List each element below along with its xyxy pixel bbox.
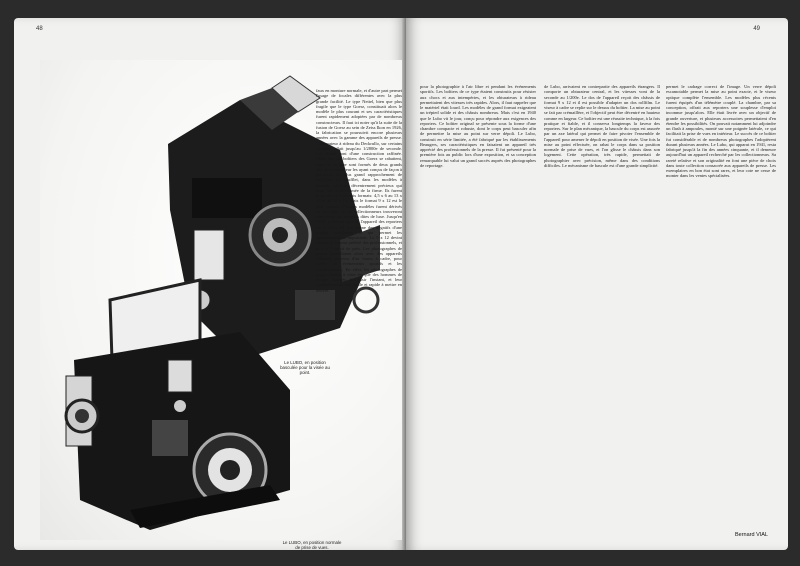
caption-normal-position: Le LUBO, en position normale de prise de vues. (282, 540, 342, 550)
left-page-number: 48 (36, 26, 43, 32)
right-page-number: 49 (753, 26, 760, 32)
caption-tilted-position: Le LUBO, en position basculée pour la visée au point. (280, 360, 330, 375)
left-page (14, 18, 406, 550)
left-page-body-text: faux en monture normale, et d'autre part permet l'usage de focales différentes avec la plus grande facilité. Le type Nettel, bien que plus fragile que le type Goerz, constituait alors le modèle le plus courant et ses caractéristiques furent rapidement adoptées par de nombreux constructeurs. Il faut ici noter qu'à la suite de la fusion de Goerz au sein de Zeiss Ikon en 1926, la fabrication se poursuivit encore plusieurs années avec la gamme des appareils de presse. L'obturateur à rideau du Deckrullo, sur certains modèles, allait jusqu'au 1/2800e de seconde. Les Nettel sont d'une construction raffinée. Alors que les boîtiers des Goerz se rabattent, ceux de ce type sont formés de deux grands plis, le constructeur les ayant conçus de façon à permettre un plus grand rapprochement de l'objectif. Le soufflet, dans les modèles à bascule, offre un décentrement précieux qui avait fait la renommée de la firme. Ils furent proposés en différents formats: 4,5 x 6 au 13 x 18 et au 10 x 15, mais le format 9 x 12 est le plus courant. D'autres modèles furent dérivés de ces types, et les collectionneurs trouveront sans peine des versions dites de luxe. Jusqu'en 1930, le format type de l'appareil des reporters est le 13 x 18, qui donne des négatifs d'une qualité excellente, et qui permet les agrandissements importants. Le 9 x 12 devint ensuite le format préféré des professionnels, et le 6 x 9 suivit de près. Les photographes de presse travaillaient alors avec des appareils robustes, pourvus d'un viseur à cadre, pour suivre les événements sportifs et les manifestations. En effet, les photographes de presse étaient à cette époque des hommes de terrain, chargés de saisir l'instant, et leur matériel devait être fiable et rapide à mettre en oeuvre. (316, 88, 402, 293)
right-page-column-2: de Lubo, arrivaient en contrepartie des appareils étrangers. Il comporte un obturateur central, et les vitesses vont de la seconde au 1/200e. Le dos de l'appareil reçoit des châssis de format 9 x 12 et il est possible d'adapter un dos rollfilm. Le viseur à cadre se replie sur le dessus du boîtier. La mise au point se fait par crémaillère, et l'objectif peut être décentré en hauteur comme en largeur. Ce boîtier est une réussite technique, à la fois pratique et fiable, et il conserva longtemps la faveur des reporters. Sur le plan mécanique, la bascule du corps est assurée par un axe latéral qui permet de faire pivoter l'ensemble de l'appareil pour amener le dépoli en position de visée. Une fois la mise au point effectuée, on rabat le corps dans sa position normale de prise de vues, et l'on glisse le châssis dans son logement. Cette opération, très rapide, permettait de photographier avec précision, même dans des conditions difficiles. Le mécanisme de bascule est d'une grande simplicité. (544, 84, 660, 168)
right-page-column-3: permet le cadrage correct de l'image. Un verre dépoli escamotable permet la mise au point exacte, et le viseur optique complète l'ensemble. Les modèles plus récents furent équipés d'un télémètre couplé. La chambre, par sa conception, offrait aux reporters une souplesse d'emploi inconnue jusqu'alors. Elle était livrée avec un objectif de grande ouverture, et plusieurs accessoires permettaient d'en étendre les possibilités. On pouvait notamment lui adjoindre un flash à ampoules, monté sur une poignée latérale, ce qui facilitait la prise de vues en intérieur. Le succès de ce boîtier fut considérable et de nombreux photographes l'adoptèrent durant plusieurs années. Le Lubo, qui apparut en 1941, resta fabriqué jusqu'à la fin des années cinquante, et il demeure aujourd'hui un appareil recherché par les collectionneurs. Sa rareté relative et son originalité en font une pièce de choix dans toute collection consacrée aux appareils de presse. Les exemplaires en bon état sont rares, et leur cote ne cesse de monter dans les ventes spécialisées. (666, 84, 776, 179)
author-signature: Bernard VIAL (734, 532, 768, 538)
right-page-column-1: pour la photographie à l'air libre et pendant les événements sportifs. Les boîtiers de ce type étaient construits pour résister aux chocs et aux intempéries, et les obturateurs à rideau permettaient des vitesses très rapides. Alors, il faut rappeler que le matériel était lourd. Les modèles de grand format exigeaient un trépied solide et des châssis nombreux. Mais c'est en 1940 que le Lubo vit le jour, conçu pour répondre aux exigences des reporters. Ce boîtier original se présente sous la forme d'une chambre compacte et robuste, dont le corps peut basculer afin de permettre la mise au point sur verre dépoli. Le Lubo, construit en série limitée, a été fabriqué par les établissements Beaugers, ses caractéristiques en faisaient un appareil très apprécié des professionnels de la presse. Il fut présenté pour la première fois au public lors d'une exposition, et sa conception remarquable lui valut un grand succès auprès des photographes de reportage. (420, 84, 536, 168)
right-page (406, 18, 788, 550)
